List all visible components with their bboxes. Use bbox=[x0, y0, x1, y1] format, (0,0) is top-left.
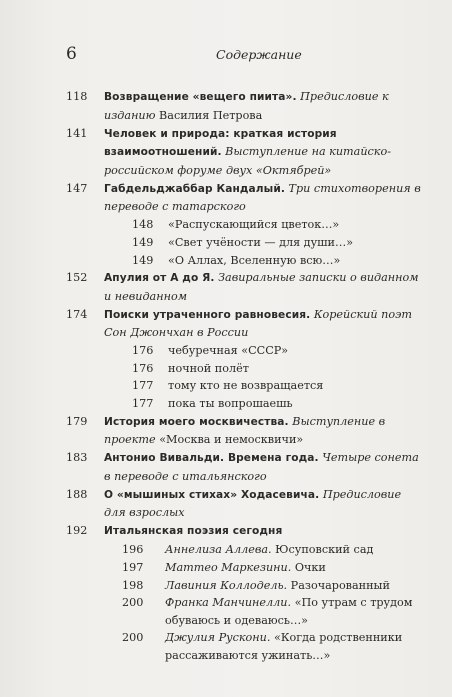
toc-page-number: 174 bbox=[66, 307, 88, 321]
toc-note: Четыре сонета в переводе с итальянского bbox=[104, 451, 419, 483]
toc-page-number: 179 bbox=[66, 414, 88, 428]
toc-entry bbox=[0, 486, 452, 522]
toc-note: Выступление на китайско-российском форуме двух «Октябрей» bbox=[104, 145, 391, 177]
toc-subentry bbox=[0, 629, 452, 664]
toc-subentry bbox=[0, 216, 452, 234]
toc-title: Габдельджаббар Кандалый. bbox=[104, 182, 285, 195]
toc-title: Итальянская поэзия сегодня bbox=[104, 525, 283, 538]
toc-subentry-page: 177 bbox=[132, 379, 154, 393]
toc-entry bbox=[0, 413, 452, 449]
toc-subentry bbox=[0, 342, 452, 360]
toc-subentry bbox=[0, 594, 452, 629]
toc-note: Корейский поэт Сон Джончхан в России bbox=[104, 307, 412, 340]
toc-subentry bbox=[0, 377, 452, 395]
toc-title: Антонио Вивальди. Времена года. bbox=[104, 452, 319, 465]
toc-note: Три стихотворения в переводе с татарского bbox=[104, 181, 421, 214]
toc-entry bbox=[0, 88, 452, 124]
toc-entry bbox=[0, 180, 452, 216]
toc-subentry-text: «По утрам с трудом обуваюсь и одеваюсь…» bbox=[165, 596, 413, 627]
toc-subentry-page: 197 bbox=[122, 560, 144, 574]
toc-subentry-author: Маттео Маркезини. bbox=[165, 560, 292, 574]
toc-page-number: 188 bbox=[66, 487, 88, 501]
toc-page-number: 192 bbox=[66, 524, 88, 538]
toc-subentry-page: 200 bbox=[122, 596, 144, 610]
table-of-contents bbox=[0, 88, 452, 665]
toc-note: Предисловие к изданию bbox=[104, 90, 389, 122]
page-header bbox=[0, 44, 452, 66]
toc-entry bbox=[0, 306, 452, 342]
toc-subentry-author: Франка Манчинелли. bbox=[165, 596, 292, 610]
toc-subentry-text: ночной полёт bbox=[168, 361, 249, 375]
toc-subentry-text: «О Аллах, Вселенную всю…» bbox=[168, 253, 341, 267]
toc-subentry bbox=[0, 395, 452, 413]
toc-title: Апулия от А до Я. bbox=[104, 272, 215, 285]
toc-subentry-page: 149 bbox=[132, 253, 154, 267]
toc-page-number: 152 bbox=[66, 271, 88, 285]
toc-entry bbox=[0, 269, 452, 305]
toc-subentry bbox=[0, 252, 452, 270]
toc-title: О «мышиных стихах» Ходасевича. bbox=[104, 488, 320, 501]
toc-page-number: 183 bbox=[66, 451, 88, 465]
toc-subentry-author: Джулия Рускони. bbox=[165, 631, 271, 645]
toc-entry bbox=[0, 125, 452, 180]
toc-title: Человек и природа: краткая история взаимоотношений. bbox=[104, 127, 337, 159]
toc-subentry-page: 176 bbox=[132, 344, 154, 358]
toc-subentry-text: чебуречная «СССР» bbox=[168, 344, 289, 358]
toc-subentry-text: Очки bbox=[291, 560, 326, 574]
toc-subentry bbox=[0, 360, 452, 378]
toc-subentry-author: Аннелиза Аллева. bbox=[165, 543, 272, 557]
toc-subentry-page: 177 bbox=[132, 397, 154, 411]
toc-subentry-text: «Распускающийся цветок…» bbox=[168, 218, 340, 232]
toc-title: Возвращение «вещего пиита». bbox=[104, 91, 297, 103]
toc-subentry-text: «Свет учёности — для души…» bbox=[168, 235, 354, 249]
toc-subentry-text: «Когда родственники рассаживаются ужинать…» bbox=[165, 631, 403, 662]
toc-entry bbox=[0, 522, 452, 541]
toc-subentry-text: пока ты вопрошаешь bbox=[168, 397, 293, 411]
toc-page-number: 118 bbox=[66, 90, 88, 103]
toc-title: Поиски утраченного равновесия. bbox=[104, 308, 311, 321]
toc-note-plain: Василия Петрова bbox=[155, 108, 263, 122]
toc-subentry-page: 198 bbox=[122, 578, 144, 592]
toc-subentry-text: Разочарованный bbox=[287, 578, 390, 592]
toc-note-plain: «Москва и немосквичи» bbox=[155, 433, 304, 447]
toc-page-number: 141 bbox=[66, 126, 88, 140]
page-number: 6 bbox=[66, 44, 77, 64]
toc-subentry-page: 196 bbox=[122, 543, 144, 557]
toc-subentry bbox=[0, 559, 452, 577]
toc-page-number: 147 bbox=[66, 181, 88, 195]
toc-note: Выступление в проекте bbox=[104, 414, 386, 447]
toc-note: Завиральные записки о виданном и невиданном bbox=[104, 271, 419, 303]
toc-subentry-text: тому кто не возвращается bbox=[168, 379, 324, 393]
toc-subentry-page: 200 bbox=[122, 631, 144, 645]
toc-entry bbox=[0, 449, 452, 485]
toc-note: Предисловие для взрослых bbox=[104, 487, 402, 520]
toc-subentry bbox=[0, 234, 452, 252]
toc-subentry-author: Лавиния Коллодель. bbox=[165, 578, 288, 592]
toc-subentry bbox=[0, 577, 452, 595]
running-head: Содержание bbox=[216, 47, 302, 62]
toc-title: История моего москвичества. bbox=[104, 415, 289, 428]
toc-subentry-page: 149 bbox=[132, 235, 154, 249]
toc-subentry-text: Юсуповский сад bbox=[271, 543, 374, 557]
toc-subentry-page: 176 bbox=[132, 361, 154, 375]
toc-subentry bbox=[0, 541, 452, 559]
toc-subentry-page: 148 bbox=[132, 218, 154, 232]
